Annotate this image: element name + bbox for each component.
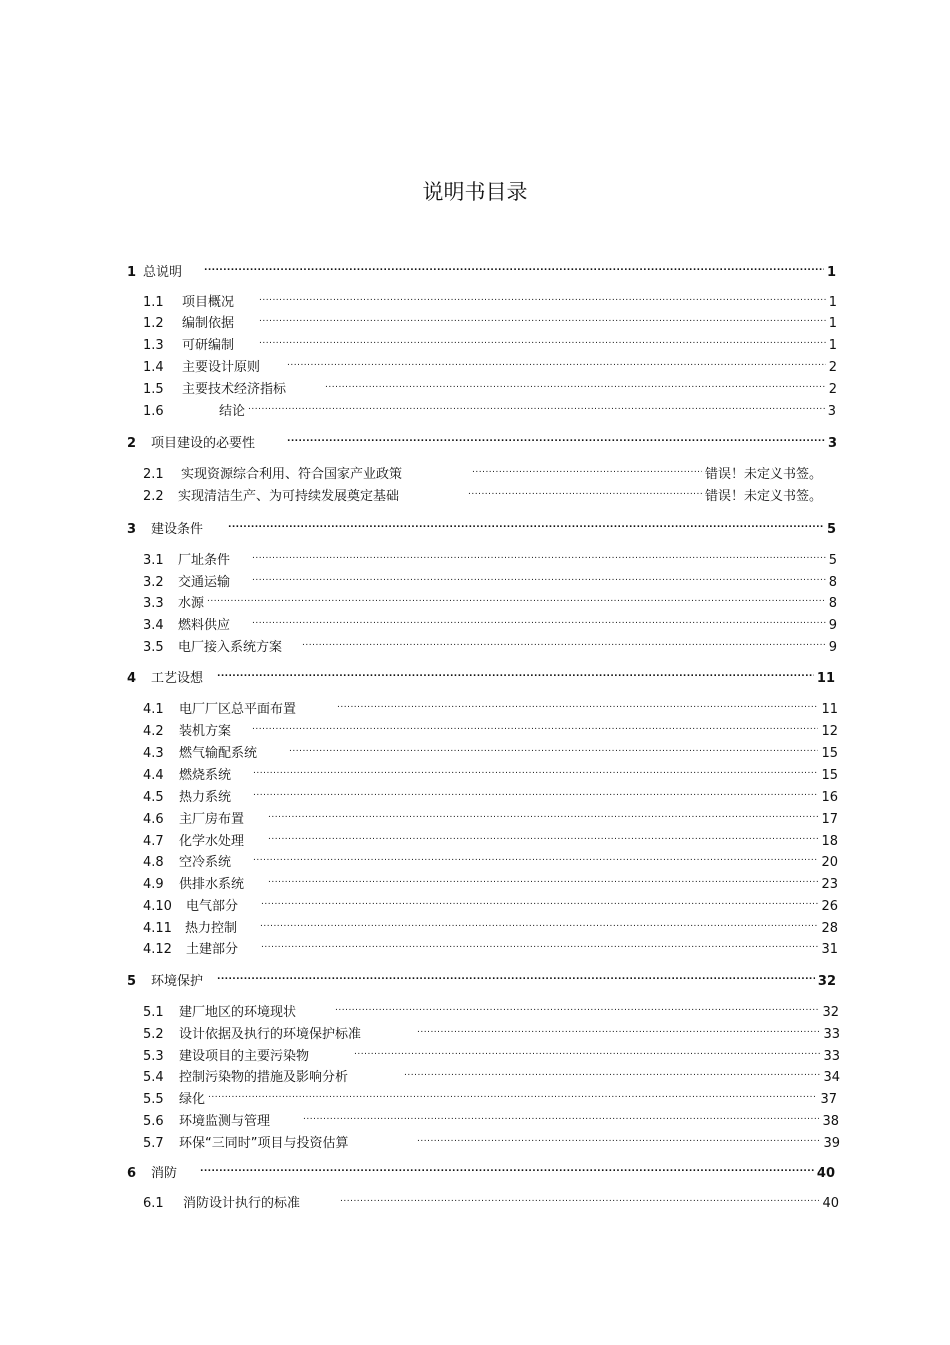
toc-leader-dots — [268, 868, 818, 888]
toc-number: 5.3 — [143, 1049, 164, 1064]
toc-page-number: 9 — [828, 640, 837, 655]
toc-page-number: 1 — [828, 316, 837, 331]
toc-leader-dots — [228, 513, 824, 533]
toc-label: 热力控制 — [185, 921, 238, 936]
toc-leader-dots — [217, 965, 815, 985]
toc-number: 4.10 — [143, 899, 172, 914]
toc-number: 2.2 — [143, 489, 164, 504]
toc-label: 建设条件 — [151, 522, 204, 537]
toc-label: 电厂厂区总平面布置 — [179, 702, 297, 717]
toc-number: 4.9 — [143, 877, 164, 892]
toc-page-number: 15 — [821, 768, 838, 783]
toc-label: 主要设计原则 — [182, 360, 261, 375]
toc-entry-row — [143, 1083, 837, 1107]
toc-label: 编制依据 — [182, 316, 235, 331]
toc-page-number: 8 — [828, 596, 837, 611]
toc-page-number: 40 — [822, 1196, 839, 1211]
toc-page-number: 3 — [827, 436, 837, 451]
toc-entry-row — [143, 912, 838, 936]
toc-label: 总说明 — [143, 265, 183, 280]
toc-label: 项目建设的必要性 — [151, 436, 256, 451]
toc-entry-row — [143, 631, 837, 655]
toc-page-number: 11 — [821, 702, 838, 717]
toc-page-number: 33 — [823, 1049, 840, 1064]
toc-entry-row — [143, 715, 838, 739]
toc-page-number: 32 — [822, 1005, 839, 1020]
toc-leader-dots — [207, 587, 826, 607]
toc-entry-row — [143, 1127, 840, 1151]
toc-page-number: 1 — [828, 295, 837, 310]
toc-entry-row — [143, 933, 838, 957]
toc-number: 4.7 — [143, 834, 164, 849]
toc-label: 工艺设想 — [151, 671, 204, 686]
toc-number: 4.5 — [143, 790, 164, 805]
toc-label: 主要技术经济指标 — [182, 382, 287, 397]
toc-label: 燃料供应 — [178, 618, 231, 633]
toc-page-number: 8 — [828, 575, 837, 590]
toc-leader-dots — [253, 759, 818, 779]
toc-leader-dots — [303, 1105, 819, 1125]
toc-entry-row — [143, 996, 839, 1020]
toc-number: 1.1 — [143, 295, 164, 310]
toc-label: 电厂接入系统方案 — [178, 640, 283, 655]
toc-label: 环境保护 — [151, 974, 204, 989]
toc-label: 建厂地区的环境现状 — [179, 1005, 297, 1020]
toc-page-number: 23 — [821, 877, 838, 892]
toc-label: 化学水处理 — [179, 834, 245, 849]
toc-entry-row — [143, 351, 837, 375]
toc-leader-dots — [261, 890, 818, 910]
toc-page-number: 3 — [827, 404, 836, 419]
toc-page-number: 26 — [821, 899, 838, 914]
toc-label: 实现资源综合利用、符合国家产业政策 — [181, 467, 403, 482]
toc-entry-row — [143, 1105, 839, 1129]
toc-page-number: 9 — [828, 618, 837, 633]
toc-section-row — [127, 513, 836, 537]
toc-label: 燃烧系统 — [179, 768, 232, 783]
toc-leader-dots — [252, 715, 818, 735]
toc-number: 5.2 — [143, 1027, 164, 1042]
toc-entry-row — [143, 373, 837, 397]
toc-leader-dots — [204, 256, 824, 276]
toc-number: 3.5 — [143, 640, 164, 655]
toc-leader-dots — [268, 825, 818, 845]
toc-leader-dots — [287, 427, 825, 447]
toc-leader-dots — [259, 286, 826, 306]
toc-entry-row — [143, 307, 837, 331]
toc-number: 5.7 — [143, 1136, 164, 1151]
toc-entry-row — [143, 480, 822, 504]
toc-page-number: 38 — [822, 1114, 839, 1129]
toc-label: 可研编制 — [182, 338, 235, 353]
toc-leader-dots — [260, 912, 818, 932]
toc-label: 消防 — [151, 1166, 178, 1181]
toc-page-number: 11 — [816, 671, 835, 686]
toc-entry-row — [143, 1187, 839, 1211]
toc-leader-dots — [259, 307, 826, 327]
toc-number: 4.1 — [143, 702, 164, 717]
toc-entry-row — [143, 890, 838, 914]
toc-number: 3.2 — [143, 575, 164, 590]
toc-number: 3.3 — [143, 596, 164, 611]
toc-leader-dots — [354, 1040, 820, 1060]
toc-page-number: 31 — [821, 942, 838, 957]
toc-label: 交通运输 — [178, 575, 231, 590]
toc-page-number: 错误！未定义书签。 — [704, 489, 822, 504]
toc-number: 4.3 — [143, 746, 164, 761]
toc-number: 4.6 — [143, 812, 164, 827]
toc-entry-row — [143, 825, 838, 849]
toc-leader-dots — [335, 996, 819, 1016]
toc-label: 水源 — [178, 596, 205, 611]
toc-label: 电气部分 — [186, 899, 239, 914]
toc-page-number: 33 — [823, 1027, 840, 1042]
toc-page-number: 37 — [820, 1092, 837, 1107]
toc-leader-dots — [417, 1018, 820, 1038]
toc-label: 结论 — [219, 404, 246, 419]
toc-entry-row — [143, 781, 838, 805]
toc-leader-dots — [200, 1157, 814, 1177]
toc-page-number: 5 — [826, 522, 836, 537]
toc-entry-row — [143, 286, 837, 310]
toc-leader-dots — [287, 351, 826, 371]
toc-number: 5 — [127, 974, 137, 989]
toc-label: 实现清洁生产、为可持续发展奠定基础 — [178, 489, 400, 504]
toc-page-number: 18 — [821, 834, 838, 849]
toc-entry-row — [143, 587, 837, 611]
toc-leader-dots — [289, 737, 818, 757]
toc-leader-dots — [217, 662, 814, 682]
toc-label: 土建部分 — [186, 942, 239, 957]
toc-entry-row — [143, 759, 838, 783]
toc-leader-dots — [468, 480, 702, 500]
toc-leader-dots — [252, 566, 826, 586]
toc-entry-row — [143, 1040, 840, 1064]
toc-page-number: 17 — [821, 812, 838, 827]
toc-label: 燃气输配系统 — [179, 746, 258, 761]
toc-leader-dots — [261, 933, 818, 953]
toc-leader-dots — [208, 1083, 817, 1103]
toc-page-number: 2 — [828, 382, 837, 397]
toc-number: 6.1 — [143, 1196, 164, 1211]
toc-label: 主厂房布置 — [179, 812, 245, 827]
toc-page-number: 错误！未定义书签。 — [704, 467, 822, 482]
toc-number: 1 — [127, 265, 137, 280]
toc-number: 2 — [127, 436, 137, 451]
toc-number: 1.5 — [143, 382, 164, 397]
toc-leader-dots — [302, 631, 826, 651]
toc-leader-dots — [259, 329, 826, 349]
toc-leader-dots — [253, 846, 818, 866]
toc-label: 项目概况 — [182, 295, 235, 310]
toc-page-number: 39 — [823, 1136, 840, 1151]
toc-page-number: 20 — [821, 855, 838, 870]
toc-label: 消防设计执行的标准 — [183, 1196, 301, 1211]
toc-label: 装机方案 — [179, 724, 232, 739]
toc-label: 绿化 — [179, 1092, 206, 1107]
toc-leader-dots — [252, 544, 826, 564]
toc-number: 3.1 — [143, 553, 164, 568]
toc-section-row — [127, 1157, 835, 1181]
toc-leader-dots — [417, 1127, 820, 1147]
toc-entry-row — [143, 609, 837, 633]
toc-number: 6 — [127, 1166, 137, 1181]
toc-label: 建设项目的主要污染物 — [179, 1049, 310, 1064]
toc-entry-row — [143, 1018, 840, 1042]
toc-label: 环境监测与管理 — [179, 1114, 271, 1129]
toc-leader-dots — [248, 395, 825, 415]
toc-page-number: 5 — [828, 553, 837, 568]
toc-page-number: 2 — [828, 360, 837, 375]
toc-page-number: 16 — [821, 790, 838, 805]
toc-label: 控制污染物的措施及影响分析 — [179, 1070, 349, 1085]
toc-number: 3.4 — [143, 618, 164, 633]
toc-leader-dots — [337, 693, 818, 713]
toc-label: 空冷系统 — [179, 855, 232, 870]
toc-number: 4.2 — [143, 724, 164, 739]
toc-page-number: 15 — [821, 746, 838, 761]
toc-section-row — [127, 256, 836, 280]
toc-leader-dots — [252, 609, 826, 629]
toc-entry-row — [143, 458, 822, 482]
toc-number: 1.2 — [143, 316, 164, 331]
toc-leader-dots — [472, 458, 702, 478]
toc-page-number: 28 — [821, 921, 838, 936]
toc-label: 厂址条件 — [178, 553, 231, 568]
toc-leader-dots — [325, 373, 826, 393]
toc-number: 5.1 — [143, 1005, 164, 1020]
toc-entry-row — [143, 846, 838, 870]
toc-page-number: 1 — [826, 265, 836, 280]
toc-number: 4.8 — [143, 855, 164, 870]
toc-number: 4 — [127, 671, 137, 686]
toc-label: 供排水系统 — [179, 877, 245, 892]
toc-label: 环保“三同时”项目与投资估算 — [179, 1136, 349, 1151]
toc-section-row — [127, 427, 837, 451]
toc-page-number: 32 — [817, 974, 836, 989]
toc-number: 5.6 — [143, 1114, 164, 1129]
toc-entry-row — [143, 803, 838, 827]
toc-leader-dots — [253, 781, 818, 801]
toc-page-number: 12 — [821, 724, 838, 739]
toc-leader-dots — [340, 1187, 819, 1207]
toc-number: 4.11 — [143, 921, 172, 936]
toc-entry-row — [143, 329, 837, 353]
toc-entry-row — [143, 693, 838, 717]
toc-number: 1.4 — [143, 360, 164, 375]
toc-entry-row — [143, 1061, 840, 1085]
toc-leader-dots — [268, 803, 818, 823]
toc-number: 5.4 — [143, 1070, 164, 1085]
toc-label: 设计依据及执行的环境保护标准 — [179, 1027, 362, 1042]
toc-entry-row — [143, 395, 836, 419]
toc-number: 3 — [127, 522, 137, 537]
toc-page-number: 40 — [816, 1166, 835, 1181]
toc-label: 热力系统 — [179, 790, 232, 805]
toc-number: 1.6 — [143, 404, 164, 419]
toc-entry-row — [143, 566, 837, 590]
toc-entry-row — [143, 868, 838, 892]
toc-page-number: 34 — [823, 1070, 840, 1085]
toc-entry-row — [143, 737, 838, 761]
page-title: 说明书目录 — [422, 180, 528, 204]
toc-leader-dots — [404, 1061, 820, 1081]
toc-number: 2.1 — [143, 467, 164, 482]
toc-number: 4.12 — [143, 942, 172, 957]
toc-entry-row — [143, 544, 837, 568]
toc-section-row — [127, 965, 836, 989]
toc-section-row — [127, 662, 835, 686]
toc-number: 4.4 — [143, 768, 164, 783]
toc-page-number: 1 — [828, 338, 837, 353]
toc-number: 5.5 — [143, 1092, 164, 1107]
toc-number: 1.3 — [143, 338, 164, 353]
